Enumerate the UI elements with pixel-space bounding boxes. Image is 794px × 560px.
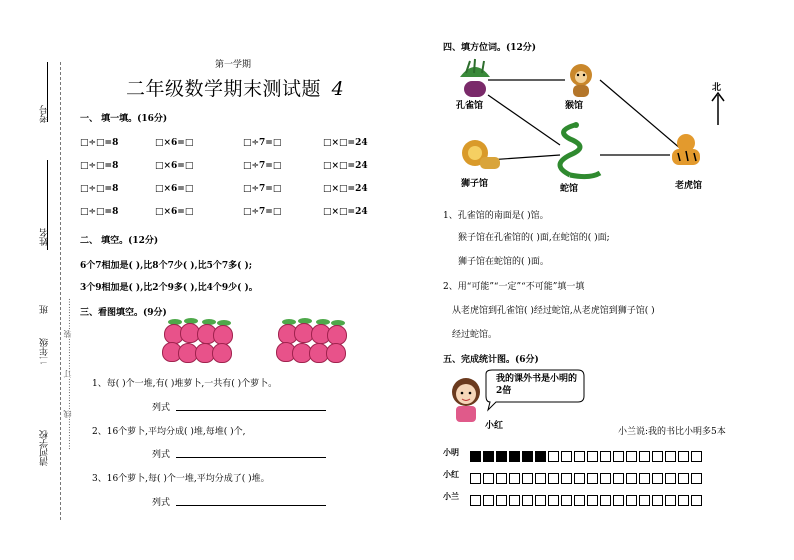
formula-blank — [176, 505, 326, 506]
empty-box[interactable] — [691, 473, 702, 484]
section3-heading: 三、看图填空。(9分) — [80, 308, 167, 318]
section2-line2: 3个9相加是( ),比2个9多( ),比4个9少( )。 — [80, 283, 258, 293]
empty-box[interactable] — [665, 473, 676, 484]
filled-box[interactable] — [509, 451, 520, 462]
empty-box[interactable] — [548, 495, 559, 506]
zoo-map — [440, 55, 740, 195]
section4-q2: 2、用“可能”“一定”“不可能”填一填 — [443, 282, 585, 292]
section2-heading: 二、 填空。(12分) — [80, 236, 159, 246]
eq-cell: □×6=□ — [155, 207, 194, 217]
north-label: 北 — [712, 83, 722, 93]
eq-cell: □÷7=□ — [243, 161, 282, 171]
eq-cell: □÷□=8 — [80, 138, 119, 148]
empty-box[interactable] — [548, 473, 559, 484]
bar-row-xiaoming — [470, 446, 704, 459]
empty-box[interactable] — [600, 451, 611, 462]
speaker-label: 小红 — [485, 421, 504, 431]
empty-box[interactable] — [691, 451, 702, 462]
empty-box[interactable] — [600, 495, 611, 506]
empty-box[interactable] — [535, 473, 546, 484]
girl-icon — [452, 378, 480, 422]
radish-pile-image — [276, 318, 348, 364]
tiger-icon — [672, 134, 700, 165]
empty-box[interactable] — [509, 495, 520, 506]
empty-box[interactable] — [561, 473, 572, 484]
empty-box[interactable] — [652, 473, 663, 484]
section3-q2: 2、16个萝卜,平均分成( )堆,每堆( )个, — [92, 427, 246, 437]
bar-row-xiaolan — [470, 490, 704, 503]
eq-cell: □÷7=□ — [243, 207, 282, 217]
empty-box[interactable] — [574, 473, 585, 484]
empty-box[interactable] — [665, 495, 676, 506]
empty-box[interactable] — [678, 495, 689, 506]
empty-box[interactable] — [613, 473, 624, 484]
empty-box[interactable] — [665, 451, 676, 462]
eq-cell: □×6=□ — [155, 161, 194, 171]
formula-blank — [176, 410, 326, 411]
empty-box[interactable] — [639, 451, 650, 462]
eq-cell: □×□=24 — [323, 138, 368, 148]
speech-text: 我的课外书是小明的2倍 — [496, 374, 578, 396]
filled-box[interactable] — [496, 451, 507, 462]
map-label-snake: 蛇馆 — [560, 184, 579, 194]
eq-cell: □÷□=8 — [80, 207, 119, 217]
page-title: 二年级数学期末测试题 4 — [126, 78, 345, 100]
map-label-tiger: 老虎馆 — [675, 181, 703, 191]
empty-box[interactable] — [509, 473, 520, 484]
empty-box[interactable] — [574, 451, 585, 462]
empty-box[interactable] — [626, 473, 637, 484]
eq-cell: □÷7=□ — [243, 184, 282, 194]
empty-box[interactable] — [652, 451, 663, 462]
name-blank — [47, 160, 48, 250]
empty-box[interactable] — [548, 451, 559, 462]
empty-box[interactable] — [574, 495, 585, 506]
empty-box[interactable] — [587, 451, 598, 462]
empty-box[interactable] — [613, 451, 624, 462]
empty-box[interactable] — [587, 495, 598, 506]
name-label: 姓名 — [40, 228, 50, 246]
filled-box[interactable] — [535, 451, 546, 462]
row-label-xiaoming: 小明 — [443, 447, 459, 457]
formula-blank — [176, 457, 326, 458]
formula-label: 列式 — [152, 403, 171, 413]
section4-q1b: 猴子馆在孔雀馆的( )面,在蛇馆的( )面; — [458, 233, 610, 243]
section4-q2a: 从老虎馆到孔雀馆( )经过蛇馆,从老虎馆到狮子馆( ) — [452, 306, 655, 316]
binding-text: …………线…………订…………装………… — [63, 298, 72, 450]
north-arrow-icon — [712, 93, 724, 125]
empty-box[interactable] — [626, 451, 637, 462]
empty-box[interactable] — [639, 495, 650, 506]
exam-no-blank — [47, 62, 48, 122]
section3-q3: 3、16个萝卜,每( )个一堆,平均分成了( )堆。 — [92, 474, 270, 484]
empty-box[interactable] — [691, 495, 702, 506]
eq-cell: □×6=□ — [155, 138, 194, 148]
empty-box[interactable] — [483, 473, 494, 484]
empty-box[interactable] — [535, 495, 546, 506]
empty-box[interactable] — [522, 495, 533, 506]
section4-q1c: 狮子馆在蛇馆的( )面。 — [458, 257, 549, 267]
exam-no-label: 考号 — [40, 105, 50, 123]
empty-box[interactable] — [652, 495, 663, 506]
empty-box[interactable] — [470, 473, 481, 484]
section2-line1: 6个7相加是( ),比8个7少( ),比5个7多( ); — [80, 261, 253, 271]
eq-cell: □×□=24 — [323, 207, 368, 217]
binding-line — [60, 62, 61, 520]
row-label-xiaolan: 小兰 — [443, 491, 459, 501]
school-label: 清河学校 — [40, 430, 50, 466]
empty-box[interactable] — [600, 473, 611, 484]
map-label-lion: 狮子馆 — [461, 179, 489, 189]
radish-pile-image — [162, 318, 234, 364]
eq-cell: □÷□=8 — [80, 161, 119, 171]
section4-q1a: 1、孔雀馆的南面是( )馆。 — [443, 211, 549, 221]
lion-icon — [462, 140, 500, 169]
row-label-xiaohong: 小红 — [443, 469, 459, 479]
empty-box[interactable] — [496, 495, 507, 506]
section3-q1: 1、每( )个一堆,有( )堆萝卜,一共有( )个萝卜。 — [92, 379, 278, 389]
formula-label: 列式 — [152, 450, 171, 460]
class-label: 班 — [40, 305, 50, 314]
peacock-icon — [460, 59, 490, 97]
empty-box[interactable] — [561, 451, 572, 462]
empty-box[interactable] — [678, 473, 689, 484]
monkey-icon — [570, 64, 592, 97]
empty-box[interactable] — [678, 451, 689, 462]
empty-box[interactable] — [626, 495, 637, 506]
snake-icon — [560, 122, 600, 177]
section4-q2b: 经过蛇馆。 — [452, 330, 498, 340]
filled-box[interactable] — [483, 451, 494, 462]
eq-cell: □÷7=□ — [243, 138, 282, 148]
empty-box[interactable] — [483, 495, 494, 506]
section4-heading: 四、填方位词。(12分) — [443, 43, 537, 53]
map-label-peacock: 孔雀馆 — [456, 101, 484, 111]
section1-heading: 一、 填一填。(16分) — [80, 114, 168, 124]
bar-row-xiaohong — [470, 468, 704, 481]
eq-cell: □×□=24 — [323, 184, 368, 194]
empty-box[interactable] — [587, 473, 598, 484]
empty-box[interactable] — [522, 473, 533, 484]
empty-box[interactable] — [561, 495, 572, 506]
eq-cell: □×6=□ — [155, 184, 194, 194]
filled-box[interactable] — [522, 451, 533, 462]
empty-box[interactable] — [470, 495, 481, 506]
empty-box[interactable] — [496, 473, 507, 484]
empty-box[interactable] — [613, 495, 624, 506]
section5-heading: 五、完成统计图。(6分) — [443, 355, 539, 365]
eq-cell: □×□=24 — [323, 161, 368, 171]
grade-label: 二年级 — [40, 338, 50, 365]
semester-label: 第一学期 — [215, 60, 252, 70]
eq-cell: □÷□=8 — [80, 184, 119, 194]
empty-box[interactable] — [639, 473, 650, 484]
formula-label: 列式 — [152, 498, 171, 508]
lan-says-text: 小兰说:我的书比小明多5本 — [618, 427, 726, 437]
filled-box[interactable] — [470, 451, 481, 462]
map-label-monkey: 猴馆 — [565, 101, 584, 111]
